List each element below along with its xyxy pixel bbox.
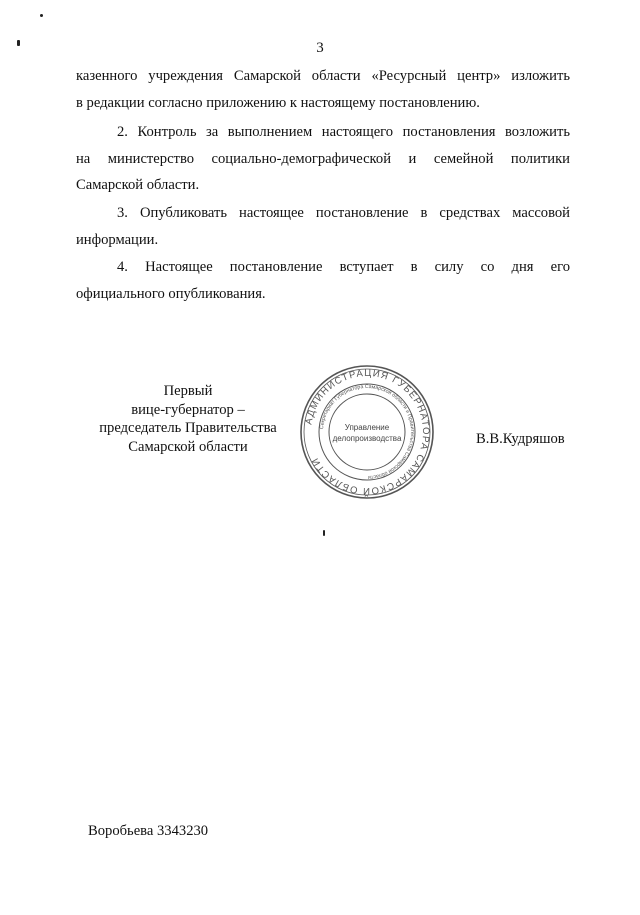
- signer-title-line: председатель Правительства: [99, 420, 277, 436]
- stamp-center-line1: Управление: [344, 423, 390, 432]
- paragraph-4-effective: [76, 254, 570, 307]
- signer-name: В.В.Кудряшов: [476, 431, 565, 447]
- scan-speck: [40, 14, 43, 17]
- signer-title-line: Первый: [163, 383, 213, 399]
- stamp-inner-ring: [329, 394, 405, 470]
- text-line: казенного учреждения Самарской области «Ресурсный центр» изложить: [76, 68, 570, 84]
- stamp-center-line2: делопроизводства: [332, 434, 402, 443]
- text-line: 2. Контроль за выполнением настоящего постановления возложить: [117, 124, 570, 140]
- executor-note: Воробьева 3343230: [88, 823, 209, 839]
- text-line: на министерство социально-демографической и семейной политики: [76, 150, 570, 167]
- paragraph-1-continuation: [76, 63, 570, 116]
- svg-text:Секретариат Губернатора Самарс: [319, 384, 415, 480]
- signer-title: [88, 382, 288, 456]
- scan-speck: [323, 530, 325, 536]
- page-number: 3: [316, 40, 324, 56]
- text-line: 3. Опубликовать настоящее постановление в средствах массовой: [117, 205, 570, 221]
- text-line: в редакции согласно приложению к настоящему постановлению.: [76, 94, 480, 111]
- text-line: официального опубликования.: [76, 285, 266, 302]
- text-line: 4. Настоящее постановление вступает в силу со дня его: [117, 259, 570, 275]
- scan-speck: [17, 40, 20, 46]
- official-seal-stamp: [298, 363, 436, 501]
- signer-title-line: вице-губернатор –: [131, 401, 245, 418]
- text-line: Самарской области.: [76, 177, 200, 193]
- text-line: информации.: [76, 231, 159, 248]
- stamp-inner-text: Секретариат Губернатора Самарской области и Правительства Самарской области: [319, 383, 416, 481]
- paragraph-2-control: [76, 119, 570, 199]
- signer-title-line: Самарской области: [128, 438, 248, 455]
- paragraph-3-publish: [76, 200, 570, 253]
- stamp-outer-text: АДМИНИСТРАЦИЯ ГУБЕРНАТОРА САМАРСКОЙ ОБЛАСТИ: [303, 367, 432, 497]
